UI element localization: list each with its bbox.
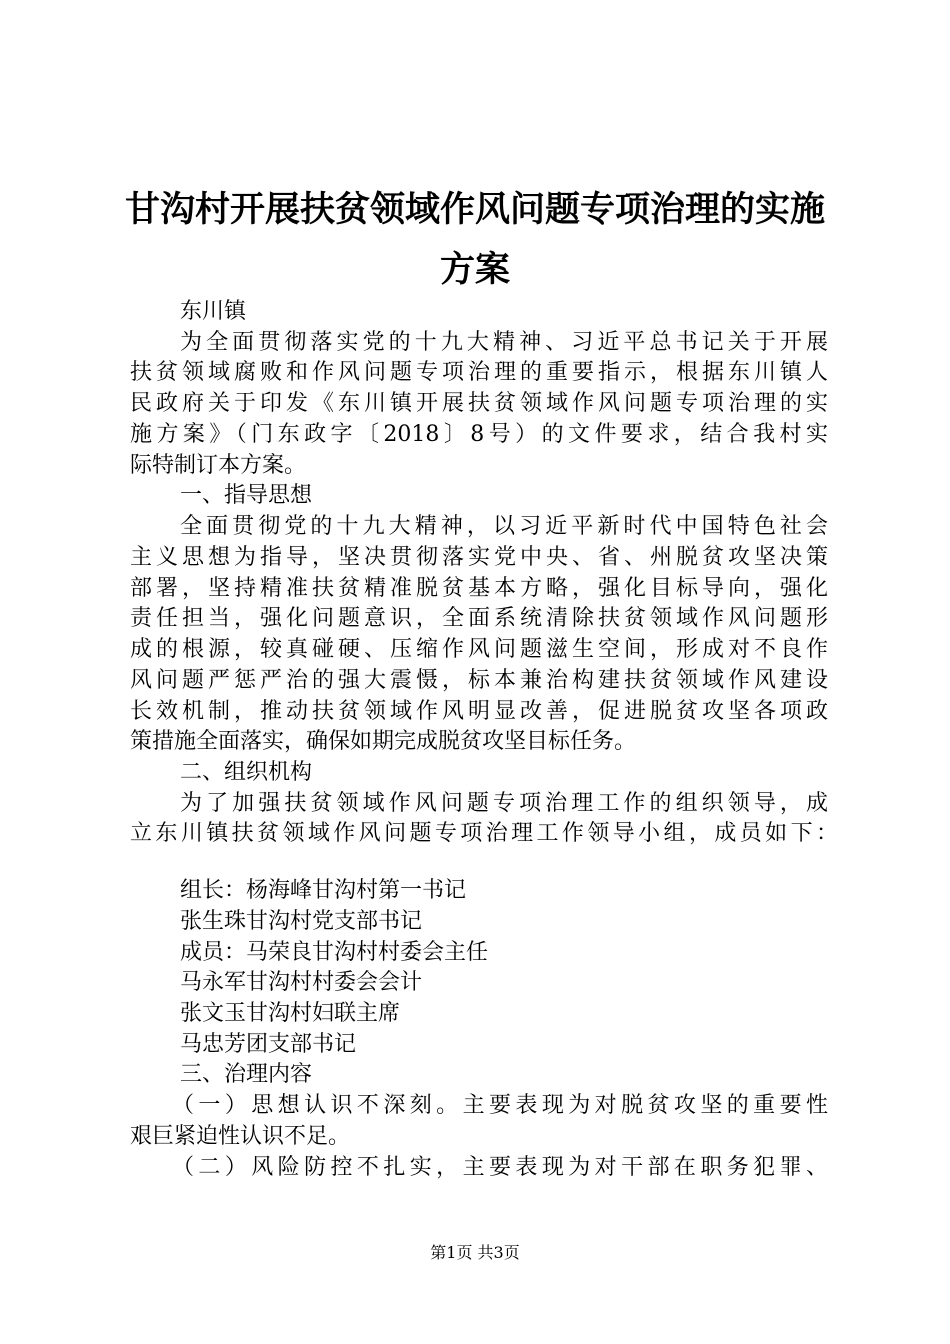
member-line: 组长：杨海峰甘沟村第一书记 xyxy=(180,878,467,903)
paragraph-line: （二）风险防控不扎实，主要表现为对干部在职务犯罪、 xyxy=(172,1155,828,1180)
paragraph-line: 策措施全面落实，确保如期完成脱贫攻坚目标任务。 xyxy=(130,729,637,754)
paragraph-line: 际特制订本方案。 xyxy=(130,453,307,478)
member-line: 马永军甘沟村村委会会计 xyxy=(180,970,423,995)
paragraph-line: 施方案》（门东政字〔2018〕8号）的文件要求，结合我村实 xyxy=(130,422,828,447)
section-heading: 三、治理内容 xyxy=(180,1062,313,1087)
paragraph-line: （一）思想认识不深刻。主要表现为对脱贫攻坚的重要性 xyxy=(172,1093,828,1118)
paragraph-line: 全面贯彻党的十九大精神，以习近平新时代中国特色社会 xyxy=(180,514,828,539)
paragraph-line: 责任担当，强化问题意识，全面系统清除扶贫领域作风问题形 xyxy=(130,606,828,631)
paragraph-line: 为全面贯彻落实党的十九大精神、习近平总书记关于开展 xyxy=(180,330,828,355)
paragraph-line: 扶贫领域腐败和作风问题专项治理的重要指示，根据东川镇人 xyxy=(130,360,828,385)
document-title-line-2: 方案 xyxy=(439,250,510,290)
member-line: 张文玉甘沟村妇联主席 xyxy=(180,1001,401,1026)
issuer-line: 东川镇 xyxy=(180,299,247,324)
paragraph-line: 艰巨紧迫性认识不足。 xyxy=(130,1124,351,1149)
paragraph-line: 风问题严惩严治的强大震慑，标本兼治构建扶贫领域作风建设 xyxy=(130,668,828,693)
member-line: 马忠芳团支部书记 xyxy=(180,1032,357,1057)
paragraph-line: 民政府关于印发《东川镇开展扶贫领域作风问题专项治理的实 xyxy=(130,391,828,416)
paragraph-line: 成的根源，较真碰硬、压缩作风问题滋生空间，形成对不良作 xyxy=(130,637,828,662)
document-title-line-1: 甘沟村开展扶贫领域作风问题专项治理的实施 xyxy=(124,190,825,230)
paragraph-line: 为了加强扶贫领域作风问题专项治理工作的组织领导，成 xyxy=(180,791,828,816)
paragraph-line: 主义思想为指导，坚决贯彻落实党中央、省、州脱贫攻坚决策 xyxy=(130,545,828,570)
section-heading: 二、组织机构 xyxy=(180,760,313,785)
paragraph-line: 立东川镇扶贫领域作风问题专项治理工作领导小组，成员如下： xyxy=(130,821,838,846)
member-line: 成员：马荣良甘沟村村委会主任 xyxy=(180,940,489,965)
paragraph-line: 长效机制，推动扶贫领域作风明显改善，促进脱贫攻坚各项政 xyxy=(130,699,828,724)
paragraph-line: 部署，坚持精准扶贫精准脱贫基本方略，强化目标导向，强化 xyxy=(130,576,828,601)
section-heading: 一、指导思想 xyxy=(180,483,313,508)
page-footer: 第1页 共3页 xyxy=(430,1243,520,1262)
member-line: 张生珠甘沟村党支部书记 xyxy=(180,909,423,934)
